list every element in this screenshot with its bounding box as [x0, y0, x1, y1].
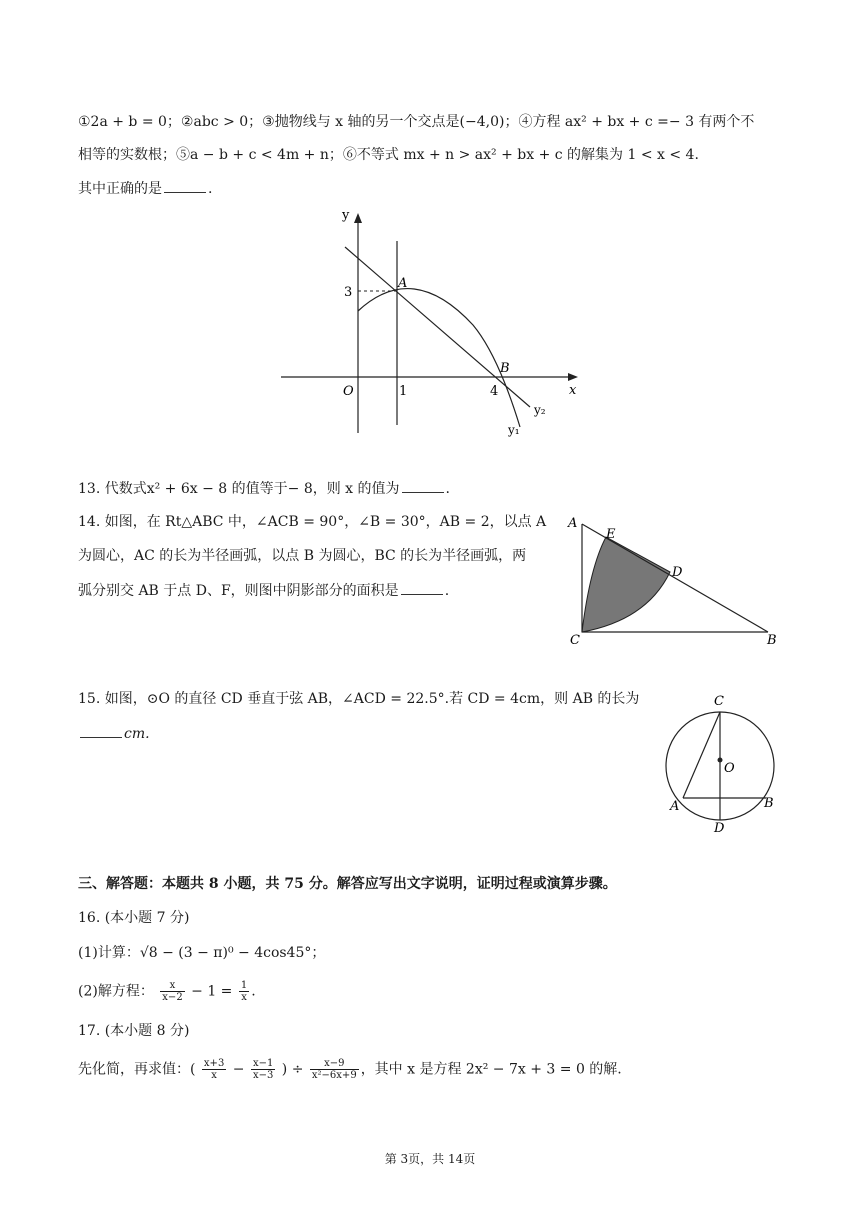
- page-footer: 第 3页，共 14页: [384, 1152, 476, 1166]
- fraction: $\frac{x-1}{x-3}$: [252, 1058, 274, 1081]
- tick-label-4: 4: [490, 384, 499, 399]
- q12-graph: [278, 205, 588, 445]
- label-c: C: [570, 633, 580, 648]
- label-b: B: [767, 633, 777, 648]
- label-a: A: [670, 799, 680, 814]
- q15-answer-blank: [80, 723, 122, 738]
- fraction: $\frac{x+3}{x}$: [203, 1058, 225, 1081]
- q15-line1: 15. 如图，⊙O 的直径 CD 垂直于弦 AB，∠ACD = 22.5°.若 CD = 4cm，则 AB 的长为: [78, 691, 640, 707]
- tick-label-3: 3: [344, 285, 353, 300]
- q16-part1: (1)计算：√8 − (3 − π)⁰ − 4cos45°；: [78, 945, 326, 961]
- label-d: D: [672, 565, 683, 580]
- q13-answer-blank: [402, 478, 444, 493]
- q14-line3: 弧分别交 AB 于点 D、F，则图中阴影部分的面积是 .: [78, 580, 449, 601]
- origin-label: O: [343, 384, 354, 399]
- q13: 13. 代数式x² + 6x − 8 的值等于− 8，则 x 的值为 .: [78, 478, 450, 499]
- q12-line3: 其中正确的是 .: [78, 178, 212, 199]
- q15-line2: cm.: [78, 723, 150, 744]
- fraction: $\frac{1}{x}$: [240, 980, 248, 1003]
- q14-line1: 14. 如图，在 Rt△ABC 中，∠ACB = 90°，∠B = 30°，AB = 2，以点 A: [78, 514, 547, 530]
- q14-answer-blank: [401, 580, 443, 595]
- q17-header: 17. (本小题 8 分): [78, 1023, 190, 1039]
- segment-ac: [683, 712, 720, 798]
- x-axis-label: x: [569, 383, 577, 398]
- q12-answer-blank: [164, 178, 206, 193]
- label-c: C: [714, 694, 724, 709]
- q12-answer-prompt: 其中正确的是: [78, 181, 162, 197]
- label-o: O: [724, 761, 735, 776]
- label-d: D: [714, 821, 725, 836]
- section-3-heading: 三、解答题：本题共 8 小题，共 75 分。解答应写出文字说明，证明过程或演算步骤。: [78, 876, 617, 892]
- line-y2: [345, 247, 530, 407]
- point-b-label: B: [500, 361, 510, 376]
- tick-label-1: 1: [399, 384, 408, 399]
- parabola-y1: [358, 289, 520, 427]
- label-e: E: [606, 527, 616, 542]
- q16-part2: (2)解方程： $\frac{x}{x-2}$ − 1 = $\frac{1}{x}$ .: [78, 980, 256, 1003]
- line-y2-label: y₂: [534, 403, 546, 417]
- curve-y1-label: y₁: [508, 423, 520, 437]
- point-a-label: A: [398, 276, 408, 291]
- fraction: $\frac{x-9}{\text{x²−6x+9}}$: [311, 1058, 357, 1081]
- shaded-region: [582, 537, 670, 632]
- x-axis-arrow: [568, 373, 578, 381]
- label-b: B: [764, 796, 774, 811]
- fraction: $\frac{x}{x-2}$: [162, 980, 183, 1003]
- q14-line2: 为圆心，AC 的长为半径画弧，以点 B 为圆心，BC 的长为半径画弧，两: [78, 548, 527, 564]
- q16-header: 16. (本小题 7 分): [78, 910, 190, 926]
- y-axis-label: y: [342, 208, 350, 223]
- q17-body: 先化简，再求值：( $\frac{x+3}{x}$ − $\frac{x-1}{x-3}$ ) ÷ $\frac{x-9}{\text{x²−6x+9}}$ ，其中 x 是方程 2x² − 7x + 3 = 0 的解.: [78, 1058, 622, 1081]
- label-a: A: [568, 516, 578, 531]
- q14-triangle-figure: [562, 512, 792, 652]
- q12-line2: 相等的实数根；⑤a − b + c < 4m + n；⑥不等式 mx + n > ax² + bx + c 的解集为 1 < x < 4.: [78, 147, 699, 163]
- q12-line1: ①2a + b = 0；②abc > 0；③抛物线与 x 轴的另一个交点是(−4,0)；④方程 ax² + bx + c =− 3 有两个不: [78, 114, 755, 130]
- y-axis-arrow: [354, 213, 362, 223]
- center-dot: [718, 758, 723, 763]
- q15-circle-figure: [660, 688, 790, 838]
